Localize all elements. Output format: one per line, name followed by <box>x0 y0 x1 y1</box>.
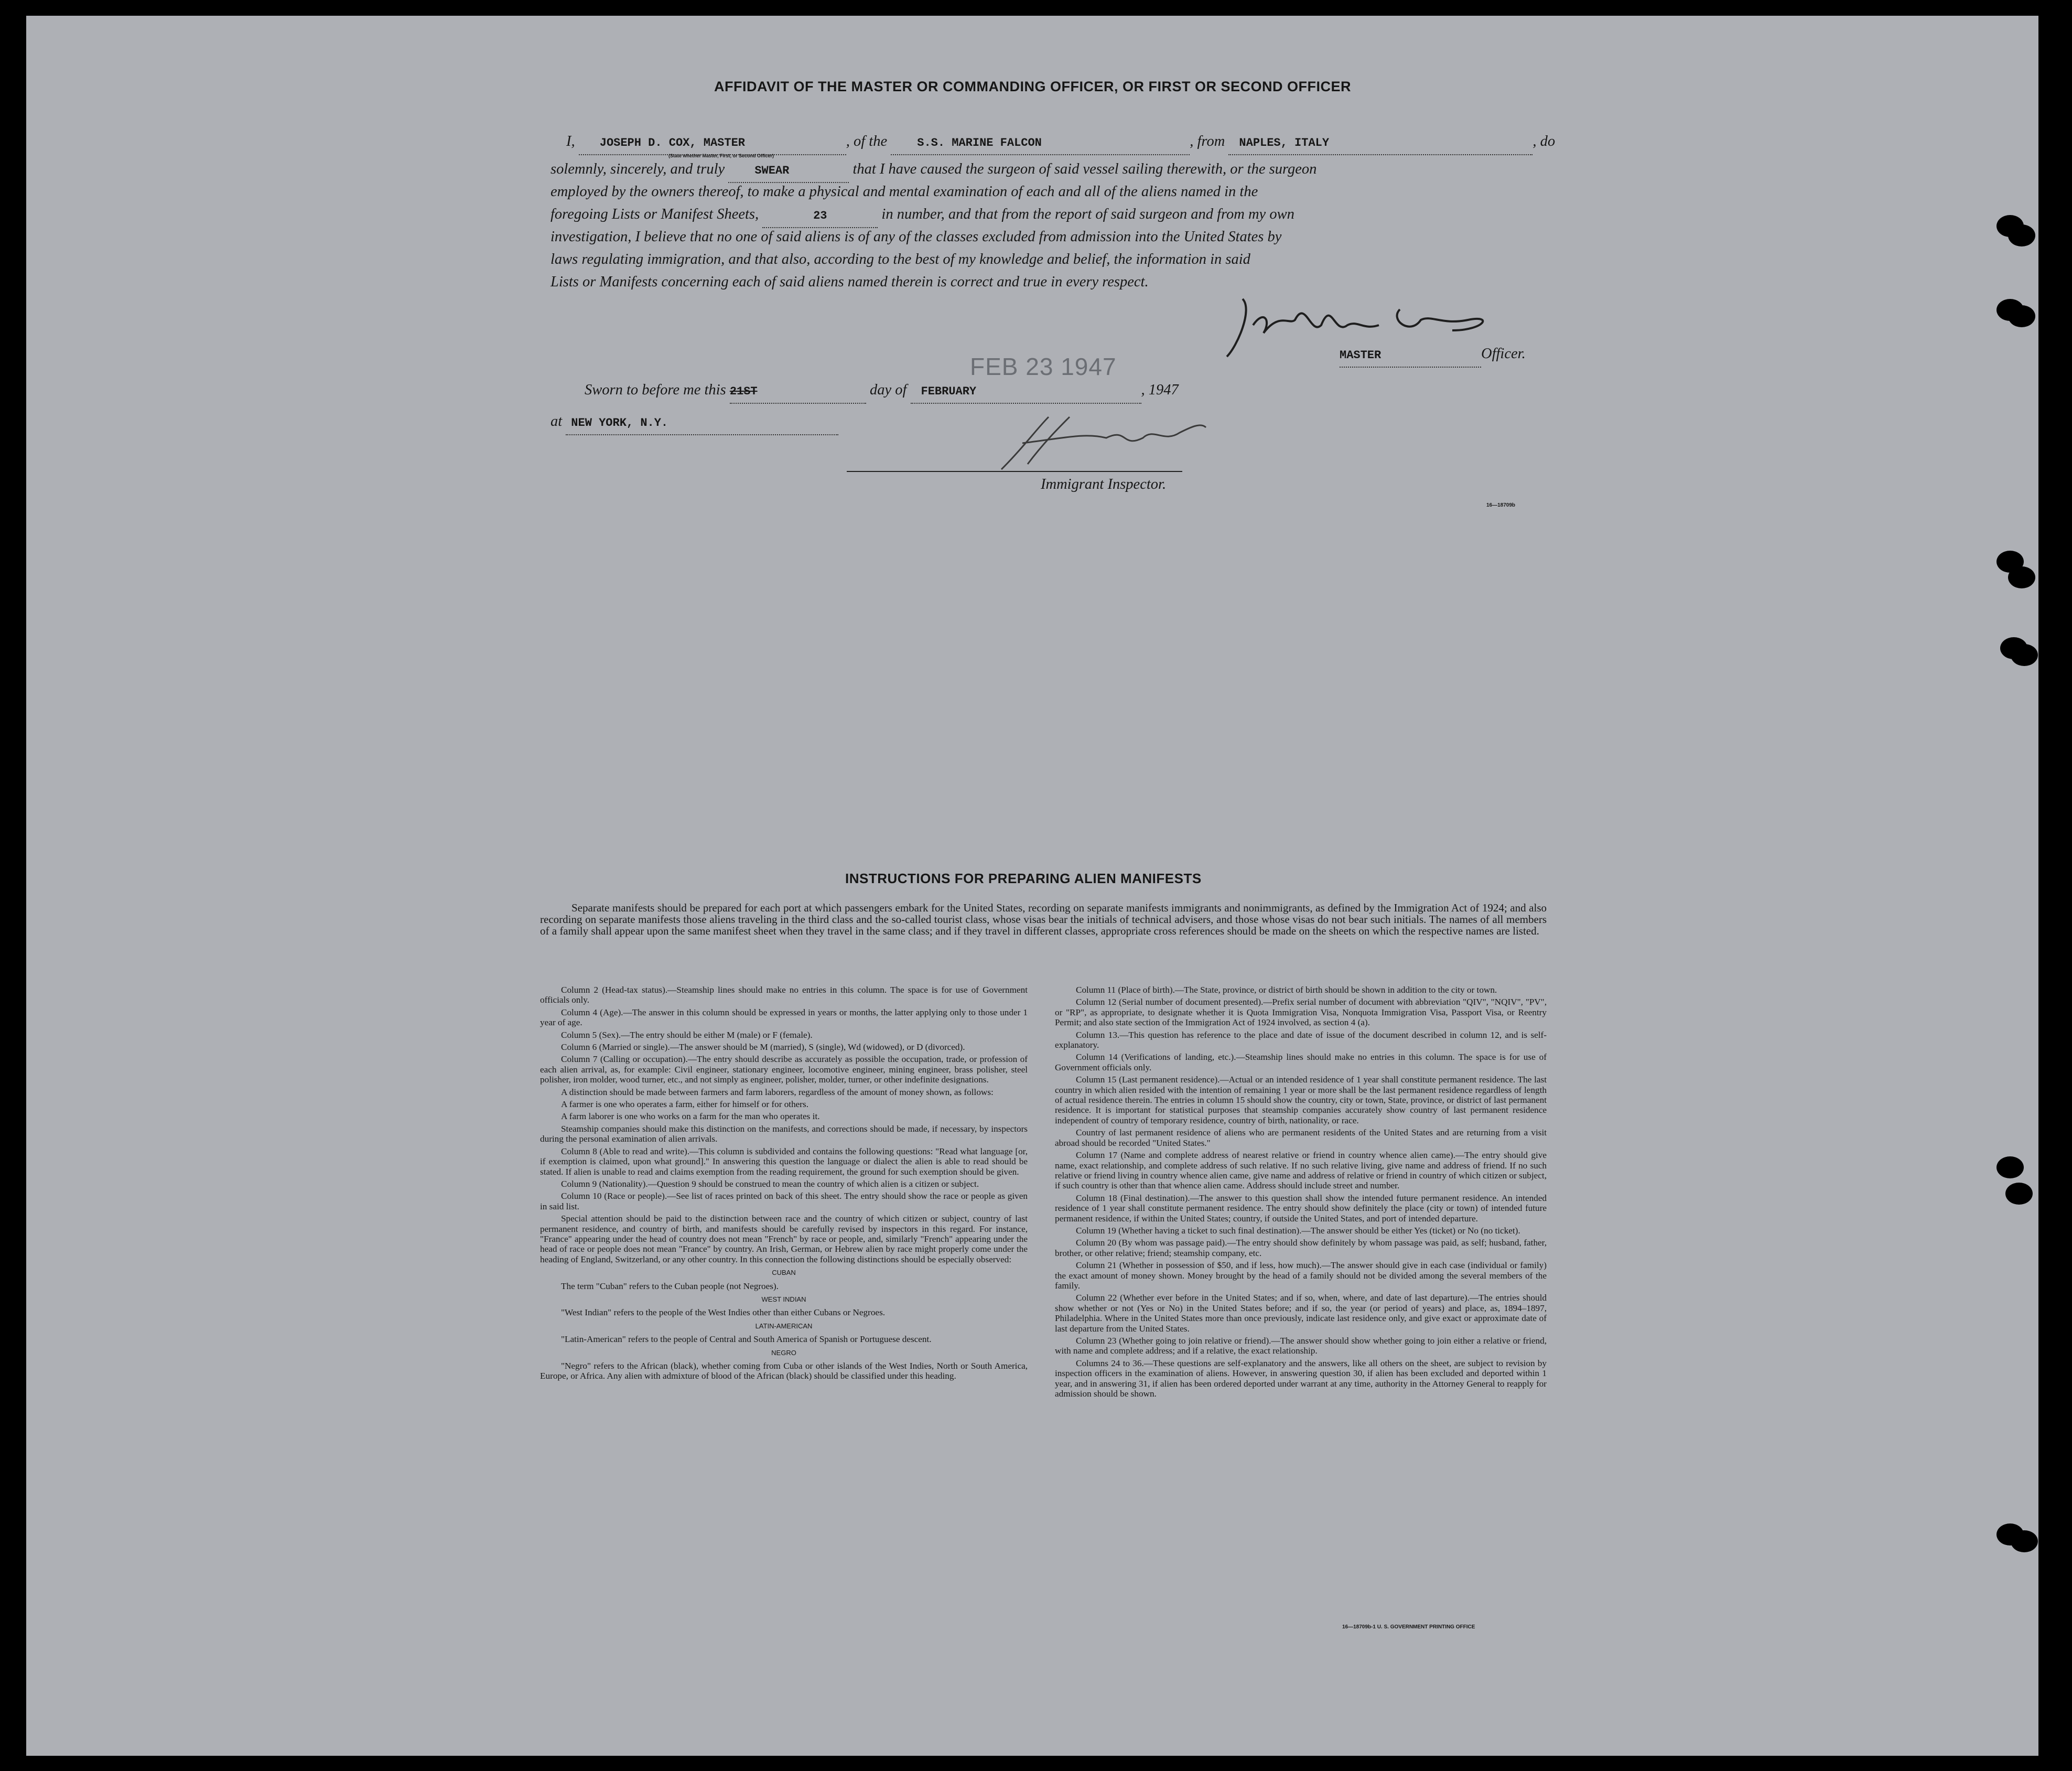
left-paragraph: Column 5 (Sex).—The entry should be either M (male) or F (female). <box>561 1029 813 1040</box>
instructions-right-column <box>1055 985 1547 1401</box>
right-paragraph: Column 14 (Verifications of landing, etc.).—Steamship lines should make no entries in this column. The space is for use of Government officials only. <box>1055 1052 1547 1072</box>
left-paragraph: Column 10 (Race or people).—See list of races printed on back of this sheet. The entry should show the race or people as given in said list. <box>540 1191 1028 1211</box>
left-paragraph: Column 8 (Able to read and write).—This column is subdivided and contains the following questions: "Read what language [or, if exemption is claimed, upon what ground]." In answering this question the language or dialect the alien is able to read should be stated. If alien is unable to read and claims exemption from the reading requirement, the ground for such exemption should be given. <box>540 1146 1028 1177</box>
officer-title-line: MASTER Officer. <box>1340 342 1526 368</box>
left-paragraph: Special attention should be paid to the distinction between race and the country of which citizen or subject, country of last permanent residence, and country of birth, and manifests should be carefully revised by inspectors in this regard. For instance, "France" appearing under the head of country does not mean "French" by race or people, and, similarly "French" appearing under the head of race or people does not mean "France" by country. An Irish, German, or Hebrew alien by race might properly come under the heading of England, Switzerland, or any other country. In this connection the following distinctions should be especially observed: <box>540 1214 1028 1264</box>
right-paragraph: Column 23 (Whether going to join relative or friend).—The answer should show whether going to join either a relative or friend, with name and complete address; and if a relative, the exact relationship. <box>1055 1336 1547 1356</box>
cuban-text: The term "Cuban" refers to the Cuban people (not Negroes). <box>561 1281 779 1291</box>
left-paragraph: Column 9 (Nationality).—Question 9 should be construed to mean the country of which alien is a citizen or subject. <box>561 1178 979 1189</box>
right-paragraph: Country of last permanent residence of aliens who are permanent residents of the United States and are returning from a visit abroad should be recorded "United States." <box>1055 1128 1547 1148</box>
affidavit-line-5: investigation, I believe that no one of said aliens is of any of the classes excluded from admission into the United States by <box>551 229 1282 245</box>
right-paragraph: Column 21 (Whether in possession of $50, and if less, how much).—The answer should give in each case (individual or family) the exact amount of money shown. Money brought by the head of a family should not be divided among the several members of the family. <box>1055 1260 1547 1291</box>
right-paragraph: Column 15 (Last permanent residence).—Actual or an intended residence of 1 year shall constitute permanent residence. The last country in which alien resided with the intention of remaining 1 year or more shall be the last permanent residence regardless of length of actual residence therein. The entries in column 15 should show the country, city or town, State, province, or district of last permanent residence. It is important for statistical purposes that steamship companies accurately show country of last permanent residence independent of country of temporary residence, country of birth, nationality, or race. <box>1055 1075 1547 1125</box>
vessel-field: S.S. MARINE FALCON <box>891 132 1190 155</box>
cuban-heading: CUBAN <box>772 1269 796 1277</box>
affidavit-line-7: Lists or Manifests concerning each of said aliens named therein is correct and true in every respect. <box>551 274 1149 290</box>
west-indian-text: "West Indian" refers to the people of the West Indies other than either Cubans or Negroes. <box>561 1307 886 1318</box>
form-number: 16—18709b <box>1486 502 1516 508</box>
left-paragraph: Column 2 (Head-tax status).—Steamship lines should make no entries in this column. The space is for use of Government officials only. <box>540 985 1028 1005</box>
instructions-left-column <box>540 985 1028 1383</box>
affidavit-line-4: foregoing Lists or Manifest Sheets, 23 in number, and that from the report of said surgeon and from my own <box>551 203 1294 228</box>
negro-heading: NEGRO <box>771 1348 796 1357</box>
oath-word-field: SWEAR <box>728 159 849 183</box>
instructions-intro: Separate manifests should be prepared for each port at which passengers embark for the United States, recording on separate manifests immigrants and nonimmigrants, as defined by the Immigration Act of 1924; and also recording on separate manifests those aliens traveling in the third class and the so-called tourist class, whose visas bear the initials of technical advisers, and those whose visas do not bear such initials. The names of all members of a family shall appear upon the same manifest sheet when they travel in the same class; and if they travel in different classes, appropriate cross references should be made on the sheets on which the respective names are listed. <box>540 901 1547 937</box>
sworn-place-line: at NEW YORK, N.Y. <box>551 410 838 435</box>
officer-title-field: MASTER <box>1340 344 1481 368</box>
negro-text: "Negro" refers to the African (black), whether coming from Cuba or other islands of the West Indies, North or South America, Europe, or Africa. Any alien with admixture of blood of the African (black) should be classified under this heading. <box>540 1361 1028 1381</box>
right-paragraph: Column 13.—This question has reference to the place and date of issue of the document described in column 12, and is self-explanatory. <box>1055 1029 1547 1050</box>
right-paragraph: Column 11 (Place of birth).—The State, province, or district of birth should be shown in addition to the city or town. <box>1076 985 1497 995</box>
left-paragraph: A farmer is one who operates a farm, either for himself or for others. <box>561 1099 809 1110</box>
right-paragraph: Column 20 (By whom was passage paid).—The entry should show definitely by whom passage was paid, as self; husband, father, brother, or other relative; friend; steamship company, etc. <box>1055 1238 1547 1258</box>
left-paragraph: A farm laborer is one who works on a farm for the man who operates it. <box>561 1111 820 1122</box>
affidavit-title: AFFIDAVIT OF THE MASTER OR COMMANDING OFFICER, OR FIRST OR SECOND OFFICER <box>714 79 1351 94</box>
right-paragraph: Column 19 (Whether having a ticket to such final destination).—The answer should be either Yes (ticket) or No (no ticket). <box>1076 1225 1520 1236</box>
port-field: NAPLES, ITALY <box>1228 132 1533 155</box>
affidavit-line-6: laws regulating immigration, and that also, according to the best of my knowledge and belief, the information in said <box>551 251 1250 267</box>
left-paragraph: Steamship companies should make this distinction on the manifests, and corrections should be made, if necessary, by inspectors during the personal examination of alien arrivals. <box>540 1123 1028 1144</box>
sworn-month-field: FEBRUARY <box>911 380 1141 404</box>
left-paragraph: Column 6 (Married or single).—The answer should be M (married), S (single), Wd (widowed), or D (divorced). <box>561 1042 965 1053</box>
affidavit-line-1: I, JOSEPH D. COX, MASTER , of the S.S. MARINE FALCON , from NAPLES, ITALY , do <box>566 130 1555 155</box>
printing-office-footer: 16—18709b-1 U. S. GOVERNMENT PRINTING OFFICE <box>1342 1624 1475 1630</box>
sworn-line: Sworn to before me this 21ST day of FEBRUARY , 1947 <box>585 379 1179 404</box>
right-paragraph: Column 22 (Whether ever before in the United States; and if so, when, where, and date of last departure).—The entries should show whether or not (Yes or No) in the United States before; and if so, the year (or period of years) and place, as, 1894–1897, Philadelphia. Where in the United States more than once previously, indicate last residence only, and give exact or approximate date of last departure from the United States. <box>1055 1293 1547 1334</box>
left-paragraph: A distinction should be made between farmers and farm laborers, regardless of the amount of money shown, as follows: <box>561 1087 994 1097</box>
affidavit-line-3: employed by the owners thereof, to make a physical and mental examination of each and all of the aliens named in the <box>551 184 1258 200</box>
date-stamp: FEB 23 1947 <box>970 353 1117 380</box>
left-paragraph: Column 4 (Age).—The answer in this column should be expressed in years or months, the latter applying only to those under 1 year of age. <box>540 1007 1028 1028</box>
inspector-label: Immigrant Inspector. <box>1041 476 1167 492</box>
affidavit-line-2: solemnly, sincerely, and truly SWEAR that I have caused the surgeon of said vessel sailing therewith, or the surgeon <box>551 158 1316 183</box>
right-paragraph: Column 18 (Final destination).—The answer to this question shall show the intended future permanent residence. An intended residence of 1 year shall constitute permanent residence. The entry should show definitely the place (city or town) of intended future permanent residence, if within the United States; country, if outside the United States, and port of intended departure. <box>1055 1193 1547 1223</box>
west-indian-heading: WEST INDIAN <box>761 1295 806 1303</box>
sheet-count-field: 23 <box>762 205 878 228</box>
right-paragraph: Column 17 (Name and complete address of nearest relative or friend in country whence alien came).—The entry should give name, exact relationship, and complete address of such relative. If no such relative living, give name and address of friend. If no such relative or friend living in country whence alien came, give name and address of relative or friend in country of which citizen or subject, if such country is other than that whence alien came. Address should include street and number. <box>1055 1150 1547 1191</box>
right-paragraph: Columns 24 to 36.—These questions are self-explanatory and the answers, like all others on the sheet, are subject to revision by inspection officers in the examination of aliens. However, in answering question 30, if alien has been excluded and deported within 1 year, and in answering 31, if alien has been ordered deported under warrant at any time, authority in the Attorney General to reapply for admission should be shown. <box>1055 1358 1547 1399</box>
inspector-signature <box>991 406 1227 480</box>
officer-name-field: JOSEPH D. COX, MASTER <box>579 132 846 155</box>
latin-american-heading: LATIN-AMERICAN <box>755 1322 813 1330</box>
sworn-place-field: NEW YORK, N.Y. <box>566 412 838 435</box>
latin-american-text: "Latin-American" refers to the people of Central and South America of Spanish or Portuguese descent. <box>561 1334 932 1345</box>
inspector-signature-line <box>847 471 1182 472</box>
sworn-day-field: 21ST <box>730 380 866 404</box>
officer-rank-note: (State whether Master, First, or Second Officer) <box>668 153 774 158</box>
left-paragraph: Column 7 (Calling or occupation).—The entry should describe as accurately as possible the occupation, trade, or profession of each alien arrival, as, for example: Civil engineer, stationary engineer, locomotive engineer, mining engineer, brass polisher, steel polisher, iron molder, wood turner, etc., and not simply as engineer, polisher, molder, turner, or other indefinite designations. <box>540 1054 1028 1085</box>
instructions-title: INSTRUCTIONS FOR PREPARING ALIEN MANIFESTS <box>845 871 1202 886</box>
right-paragraph: Column 12 (Serial number of document presented).—Prefix serial number of document with abbreviation "QIV", "NQIV", "PV", or "RP", as appropriate, to designate whether it is Quota Immigration Visa, Nonquota Immigration Visa, Passport Visa, or Reentry Permit; and also state section of the Immigration Act of 1924 involved, as section 4 (a). <box>1055 997 1547 1028</box>
